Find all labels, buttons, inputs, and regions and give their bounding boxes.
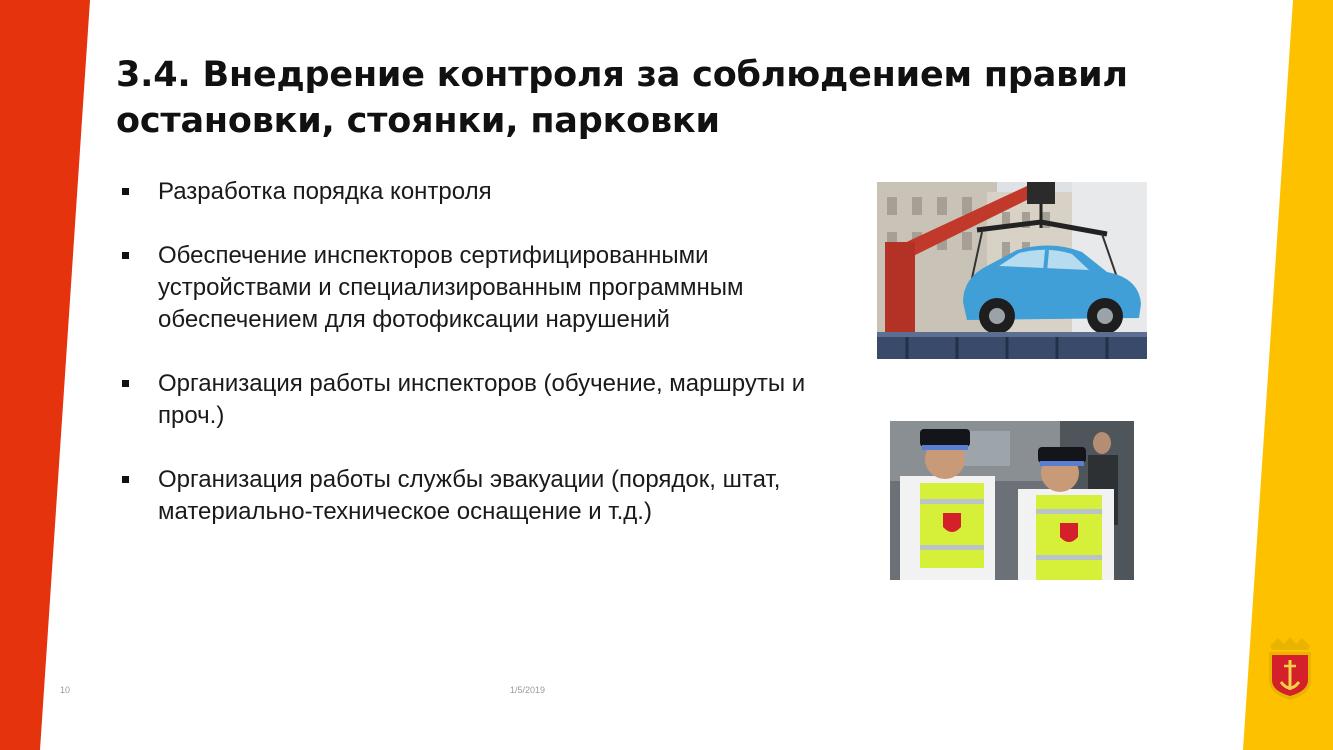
bullet-item <box>122 368 842 432</box>
bullet-text: Организация работы инспекторов (обучение, маршруты и проч.) <box>158 370 806 429</box>
square-bullet-icon <box>122 380 129 387</box>
square-bullet-icon <box>122 188 129 195</box>
slide-date: 1/5/2019 <box>510 685 546 695</box>
bullet-item <box>122 464 842 528</box>
square-bullet-icon <box>122 476 129 483</box>
bullet-item <box>122 240 842 336</box>
bullet-text: Обеспечение инспекторов сертифицированными устройствами и специализированным программным обеспечением для фотофиксации нарушений <box>158 242 744 333</box>
bullet-text: Разработка порядка контроля <box>158 178 492 205</box>
slide-title: 3.4. Внедрение контроля за соблюдением правил остановки, стоянки, парковки <box>116 55 1128 141</box>
bullet-text: Организация работы службы эвакуации (порядок, штат, материально-техническое оснащение и т.д.) <box>158 466 781 525</box>
left-red-stripe <box>0 0 100 750</box>
bullet-list <box>122 176 842 560</box>
square-bullet-icon <box>122 252 129 259</box>
slide-number: 10 <box>60 685 71 695</box>
inspectors-photo <box>890 421 1134 580</box>
bullet-item <box>122 176 842 208</box>
odessa-emblem-icon <box>1264 636 1316 702</box>
tow-truck-photo <box>877 182 1147 359</box>
